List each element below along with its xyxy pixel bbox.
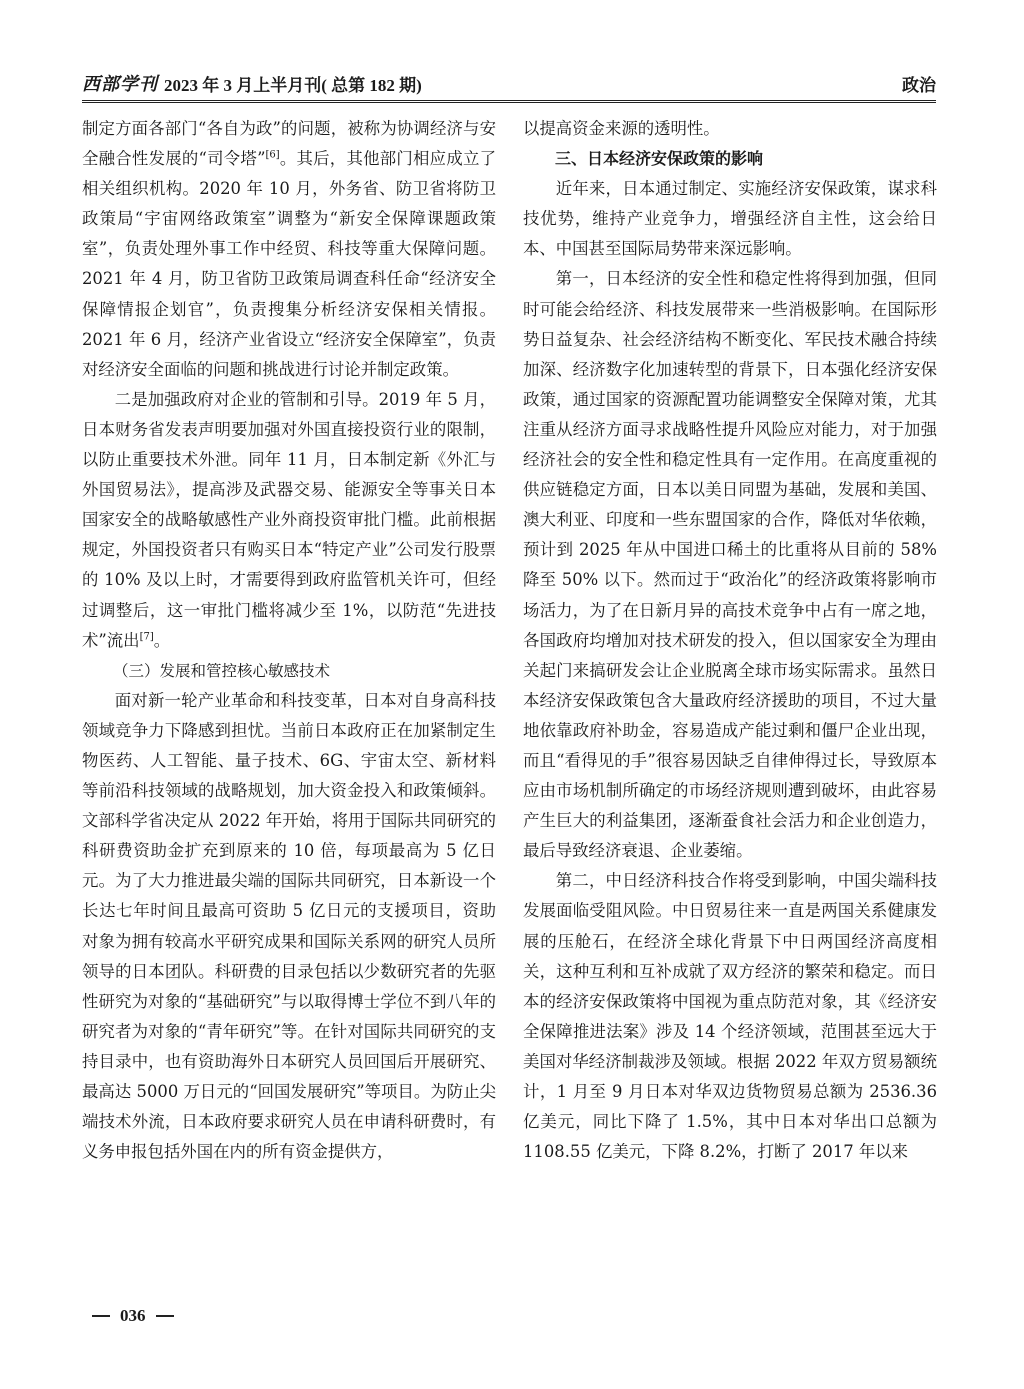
page-number: 036 [120, 1306, 146, 1325]
left-column [82, 114, 496, 1294]
paragraph-text: 面对新一轮产业革命和科技变革，日本对自身高科技领域竞争力下降感到担忧。当前日本政府正在加紧制定生物医药、人工智能、量子技术、6G、宇宙太空、新材料等前沿科技领域的战略规划，加大资金投入和政策倾斜。文部科学省决定从 2022 年开始，将用于国际共同研究的科研费资助金扩充到原来的 10 倍，每项最高为 5 亿日元。为了大力推进最尖端的国际共同研究，日本新设一个长达七年时间且最高可资助 5 亿日元的支援项目，资助对象为拥有较高水平研究成果和国际关系网的研究人员所领导的日本团队。科研费的目录包括以少数研究者的先驱性研究为对象的“基础研究”与以取得博士学位不到八年的研究者为对象的“青年研究”等。在针对国际共同研究的支持目录中，也有资助海外日本研究人员回国后开展研究、最高达 5000 万日元的“回国发展研究”等项目。为防止尖端技术外流，日本政府要求研究人员在申请科研费时，有义务申报包括外国在内的所有资金提供方， [82, 690, 496, 1162]
paragraph-text: （三）发展和管控核心敏感技术 [113, 661, 331, 680]
footer-dash-left [92, 1315, 110, 1317]
paragraph [523, 866, 937, 1167]
section-label: 政治 [902, 75, 936, 96]
paragraph-text: 制定方面各部门“各自为政”的问题，被称为协调经济与安全融合性发展的“司令塔” [82, 119, 496, 169]
paragraph-text: 以提高资金来源的透明性。 [523, 119, 720, 138]
paragraph-text: 二是加强政府对企业的管制和引导。2019 年 5 月，日本财务省发表声明要加强对外国直接投资行业的限制，以防止重要技术外泄。同年 11 月，日本制定新《外汇与外国贸易法》，提高涉及武器交易、能源安全等事关日本国家安全的战略敏感性产业外商投资审批门槛。此前根据规定，外国投资者只有购买日本“特定产业”公司发行股票的 10% 及以上时，才需要得到政府监管机关许可，但经过调整后，这一审批门槛将减少至 1%，以防范“先进技术”流出 [82, 389, 496, 650]
paragraph-text: 三、日本经济安保政策的影响 [555, 149, 764, 169]
paragraph-text-after: 。 [153, 630, 171, 650]
paragraph [82, 686, 496, 1168]
paragraph-text: 近年来，日本通过制定、实施经济安保政策，谋求科技优势，维持产业竞争力，增强经济自主性，这会给日本、中国甚至国际局势带来深远影响。 [523, 179, 937, 259]
header-left [82, 70, 422, 96]
footer-dash-right [156, 1315, 174, 1317]
issue-info: 2023 年 3 月上半月刊( 总第 182 期) [164, 75, 422, 95]
paragraph-continued [523, 114, 937, 144]
citation-ref: [6] [265, 149, 280, 161]
running-header [82, 66, 936, 103]
paragraph-text-after: 。其后，其他部门相应成立了相关组织机构。2020 年 10 月，外务省、防卫省将防卫政策局“宇宙网络政策室”调整为“新安全保障课题政策室”，负责处理外事工作中经贸、科技等重大保障问题。2021 年 4 月，防卫省防卫政策局调查科任命“经济安全保障情报企划官”，负责搜集分析经济安保相关情报。2021 年 6 月，经济产业省设立“经济安全保障室”，负责对经济安全面临的问题和挑战进行讨论并制定政策。 [82, 149, 496, 379]
citation-ref: [7] [139, 631, 154, 643]
paragraph-text: 第一，日本经济的安全性和稳定性将得到加强，但同时可能会给经济、科技发展带来一些消极影响。在国际形势日益复杂、社会经济结构不断变化、军民技术融合持续加深、经济数字化加速转型的背景下，日本强化经济安保政策，通过国家的资源配置功能调整安全保障对策，尤其注重从经济方面寻求战略性提升风险应对能力，对于加强经济社会的安全性和稳定性具有一定作用。在高度重视的供应链稳定方面，日本以美日同盟为基础，发展和美国、澳大利亚、印度和一些东盟国家的合作，降低对华依赖，预计到 2025 年从中国进口稀土的比重将从目前的 58% 降至 50% 以下。然而过于“政治化”的经济政策将影响市场活力，为了在日新月异的高技术竞争中占有一席之地，各国政府均增加对技术研发的投入，但以国家安全为理由关起门来搞研发会让企业脱离全球市场实际需求。虽然日本经济安保政策包含大量政府经济援助的项目，不过大量地依靠政府补助金，容易造成产能过剩和僵尸企业出现，而且“看得见的手”很容易因缺乏自律伸得过长，导致原本应由市场机制所确定的市场经济规则遭到破坏，由此容易产生巨大的利益集团，逐渐蚕食社会活力和企业创造力，最后导致经济衰退、企业萎缩。 [523, 269, 937, 861]
paragraph [523, 264, 937, 866]
section-heading [523, 144, 937, 174]
page-footer [92, 1306, 174, 1326]
paragraph [523, 174, 937, 264]
journal-logo: 西部学刊 [82, 74, 158, 95]
paragraph [82, 385, 496, 656]
paragraph-text: 第二，中日经济科技合作将受到影响，中国尖端科技发展面临受阻风险。中日贸易往来一直是两国关系健康发展的压舱石，在经济全球化背景下中日两国经济高度相关，这种互利和互补成就了双方经济的繁荣和稳定。而日本的经济安保政策将中国视为重点防范对象，其《经济安全保障推进法案》涉及 14 个经济领域，范围甚至远大于美国对华经济制裁涉及领域。根据 2022 年双方贸易额统计，1 月至 9 月日本对华双边货物贸易总额为 2536.36 亿美元，同比下降了 1.5%，其中日本对华出口总额为 1108.55 亿美元，下降 8.2%，打断了 2017 年以来 [523, 871, 937, 1162]
subsection-heading [82, 656, 496, 686]
right-column [523, 114, 937, 1294]
article-body [82, 114, 937, 1294]
paragraph-continued [82, 114, 496, 385]
